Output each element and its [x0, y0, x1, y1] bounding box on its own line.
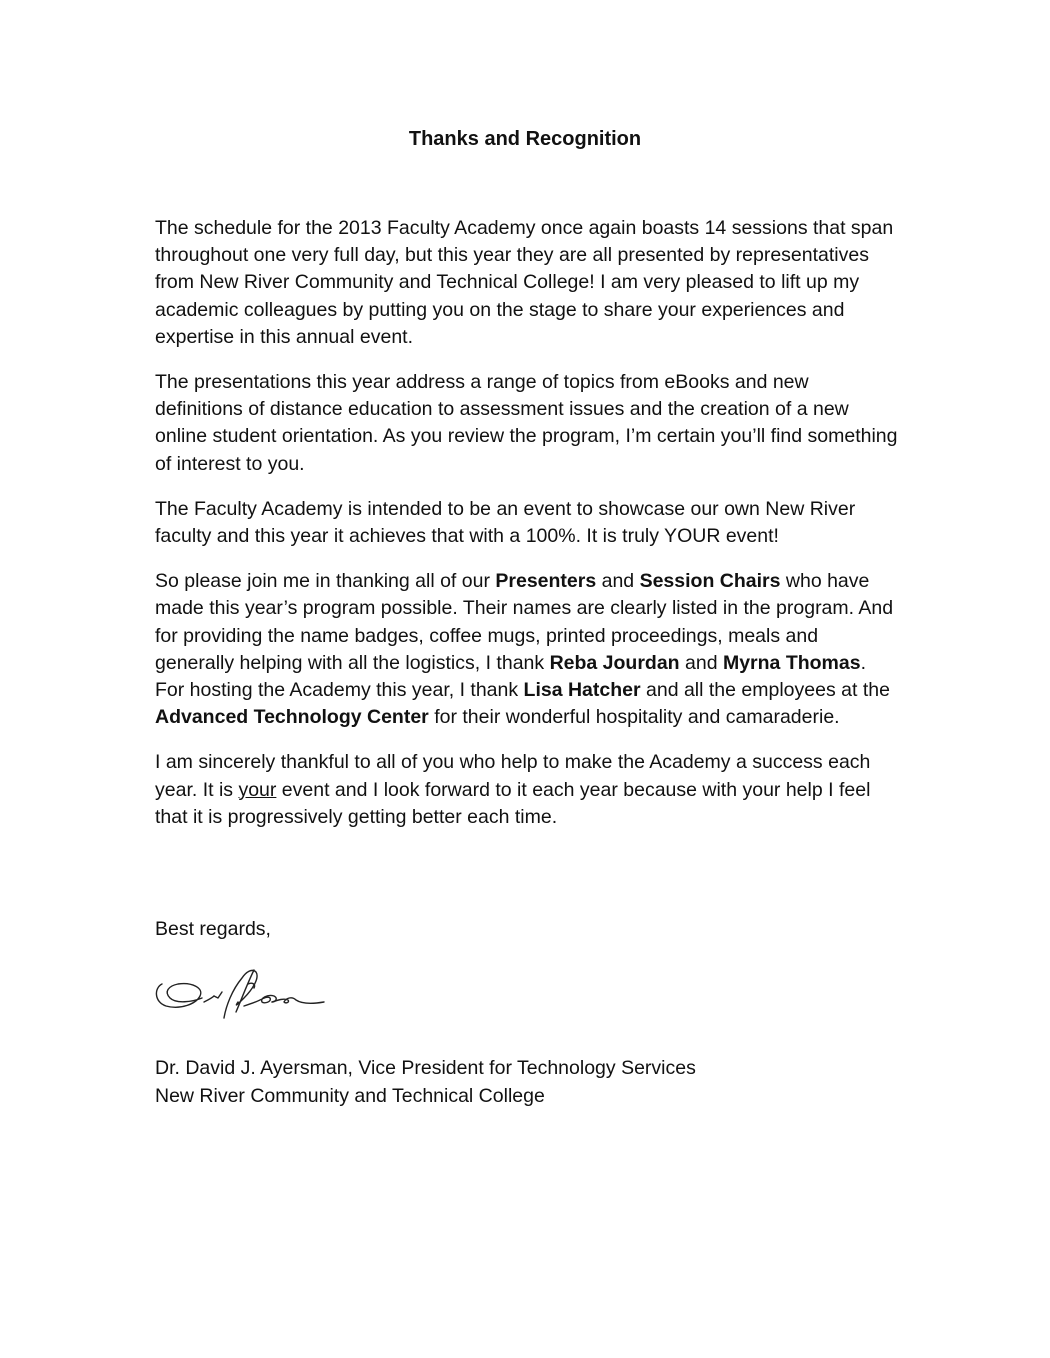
- closing-salutation: Best regards,: [155, 918, 271, 940]
- paragraph-schedule: The schedule for the 2013 Faculty Academy once again boasts 14 sessions that span throughout one very full day, but this year they are all presented by representatives from New River Community and Technical College! I am very pleased to lift up my academic colleagues by putting you on the stage to share your experiences and expertise in this annual event.: [155, 217, 894, 348]
- thanks-text-6: and all the employees at the: [640, 679, 890, 702]
- signer-institution: New River Community and Technical College: [155, 1084, 545, 1107]
- page-title: Thanks and Recognition: [408, 128, 642, 150]
- thanks-text-2: and: [596, 570, 640, 593]
- bold-myrna-thomas: Myrna Thomas: [722, 651, 861, 674]
- paragraph-presentations: The presentations this year address a range of topics from eBooks and new definitions of distance education to assessment issues and the creation of a new online student orientation. As you review the program, I’m certain you’ll find something of interest to you.: [155, 371, 898, 475]
- gratitude-text-1: I am sincerely thankful to all of you who help to make the Academy a success each year. It is: [155, 751, 871, 801]
- bold-advanced-technology-center: Advanced Technology Center: [155, 706, 429, 729]
- gratitude-text-2: event and I look forward to it each year because with your help I feel that it is progressively getting better each time.: [155, 778, 871, 828]
- thanks-text-1: So please join me in thanking all of our: [155, 570, 496, 593]
- paragraph-faculty-academy: The Faculty Academy is intended to be an event to showcase our own New River faculty and this year it achieves that with a 100%. It is truly YOUR event!: [155, 497, 856, 548]
- paragraph-thanks: [155, 568, 900, 731]
- thanks-text-4: and: [679, 651, 723, 674]
- bold-reba-jourdan: Reba Jourdan: [549, 651, 680, 674]
- bold-presenters: Presenters: [495, 570, 597, 593]
- thanks-text-7: for their wonderful hospitality and camaraderie.: [428, 706, 840, 729]
- thanks-text-5: . For hosting the Academy this year, I thank: [155, 651, 867, 702]
- letter-body: [155, 215, 900, 849]
- bold-session-chairs: Session Chairs: [639, 570, 781, 593]
- signer-block: [155, 1055, 696, 1110]
- signer-name-title: Dr. David J. Ayersman, Vice President for Technology Services: [155, 1057, 696, 1079]
- underlined-your: your: [238, 778, 277, 801]
- signature-icon: [152, 962, 332, 1032]
- paragraph-gratitude: [155, 749, 900, 831]
- bold-lisa-hatcher: Lisa Hatcher: [523, 679, 641, 702]
- thanks-text-3: who have made this year’s program possible. Their names are clearly listed in the program. And for providing the name badges, coffee mugs, printed proceedings, meals and generally helping with all the logistics, I thank: [155, 570, 894, 674]
